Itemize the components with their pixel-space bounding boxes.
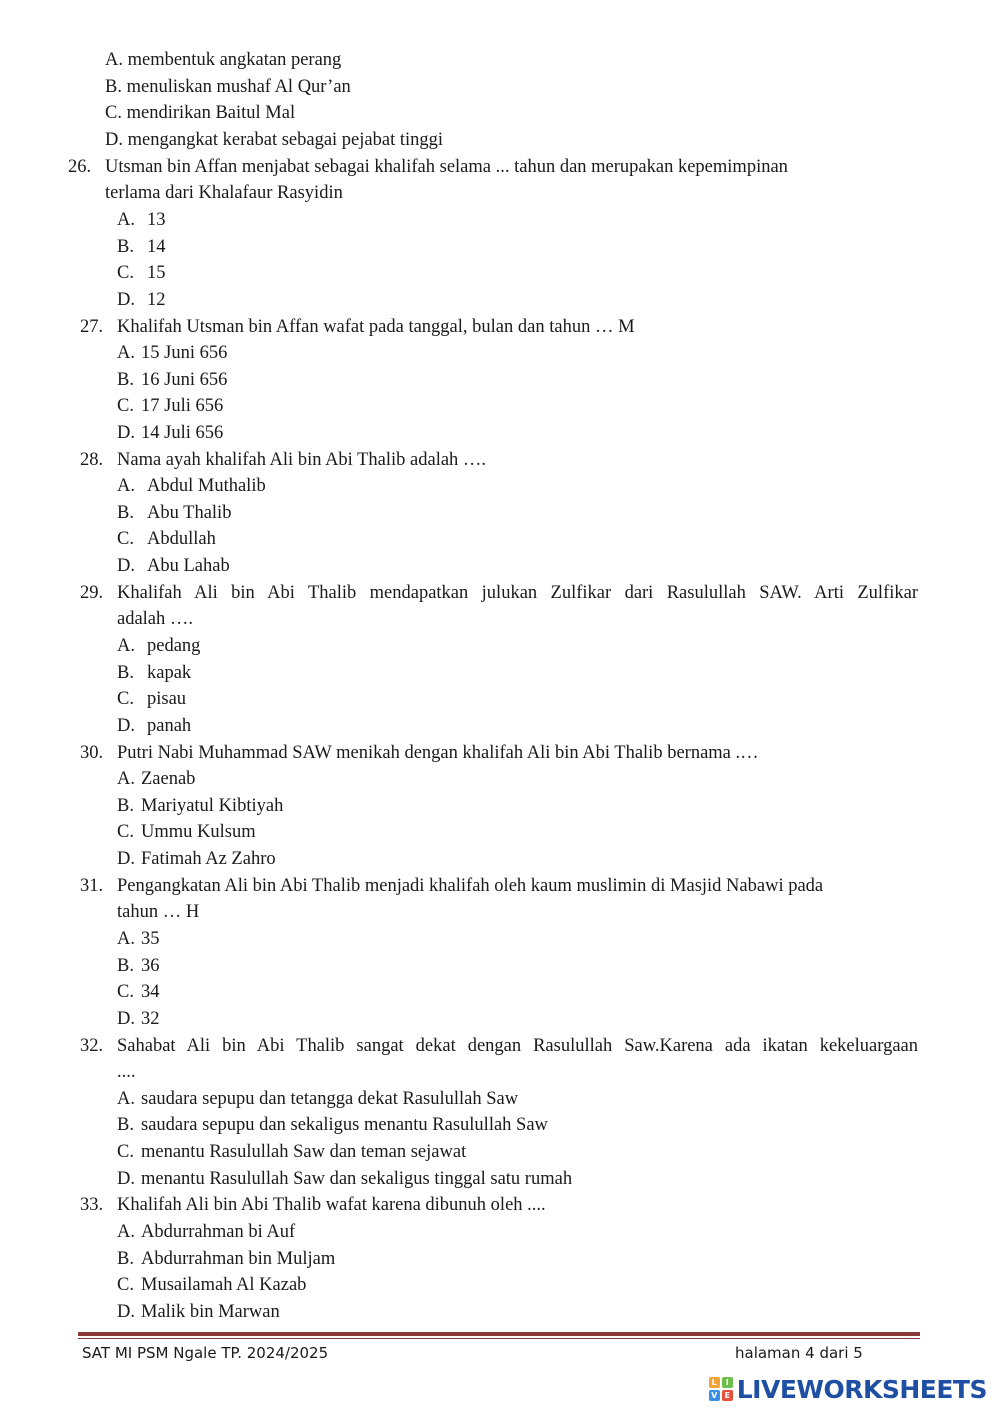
logo-tile-l: L [709, 1377, 720, 1388]
option-text: saudara sepupu dan sekaligus menantu Rasulullah Saw [141, 1115, 548, 1135]
option-text: 34 [141, 982, 160, 1002]
option-text: Abdurrahman bin Muljam [141, 1249, 336, 1269]
question-number: 33. [80, 1195, 104, 1215]
option-text: 35 [141, 929, 160, 949]
option-label: D. [117, 423, 135, 443]
option-text: 15 [147, 263, 166, 283]
question-number: 27. [80, 317, 104, 337]
option-label: A. [117, 636, 135, 656]
question-text-continued: .... [117, 1062, 136, 1082]
option-label: B. [117, 1249, 134, 1269]
footer-exam-title: SAT MI PSM Ngale TP. 2024/2025 [82, 1344, 329, 1362]
option-text: Abdurrahman bi Auf [141, 1222, 296, 1242]
option-label: A. [117, 210, 135, 230]
option-text: 14 Juli 656 [141, 423, 224, 443]
question-number: 29. [80, 583, 104, 603]
option-label: B. [117, 663, 134, 683]
option-text: Abdullah [147, 529, 216, 549]
option-label: C. [117, 263, 134, 283]
option-text: kapak [147, 663, 192, 683]
question-text: Khalifah Ali bin Abi Thalib mendapatkan julukan Zulfikar dari Rasulullah SAW. Arti Zulfikar [117, 583, 918, 603]
question-number: 32. [80, 1036, 104, 1056]
option-text: pisau [147, 689, 187, 709]
question-number: 28. [80, 450, 104, 470]
option-text: 36 [141, 956, 160, 976]
option-label: C. [117, 1142, 134, 1162]
question-text-continued: adalah …. [117, 609, 194, 629]
option-label: A. [117, 929, 135, 949]
logo-tile-v: V [709, 1390, 720, 1401]
prev-option-b: B. menuliskan mushaf Al Qur’an [105, 77, 351, 97]
option-label: C. [117, 689, 134, 709]
option-label: A. [117, 769, 135, 789]
option-label: B. [117, 796, 134, 816]
option-label: C. [117, 529, 134, 549]
question-number: 26. [68, 157, 92, 177]
option-label: B. [117, 1115, 134, 1135]
prev-option-c: C. mendirikan Baitul Mal [105, 103, 296, 123]
question-text: Utsman bin Affan menjabat sebagai khalifah selama ... tahun dan merupakan kepemimpinan [105, 157, 788, 177]
option-text: Abdul Muthalib [147, 476, 266, 496]
option-label: D. [117, 290, 135, 310]
option-text: Zaenab [141, 769, 196, 789]
option-label: D. [117, 716, 135, 736]
option-text: pedang [147, 636, 201, 656]
footer-divider-thin [78, 1338, 920, 1339]
option-text: 32 [141, 1009, 160, 1029]
option-text: Abu Thalib [147, 503, 232, 523]
question-text: Khalifah Utsman bin Affan wafat pada tanggal, bulan dan tahun … M [117, 317, 635, 337]
footer-page-number: halaman 4 dari 5 [735, 1344, 863, 1362]
option-text: Fatimah Az Zahro [141, 849, 276, 869]
option-label: D. [117, 1009, 135, 1029]
option-text: panah [147, 716, 192, 736]
question-number: 30. [80, 743, 104, 763]
question-text: Putri Nabi Muhammad SAW menikah dengan khalifah Ali bin Abi Thalib bernama .… [117, 743, 759, 763]
option-text: menantu Rasulullah Saw dan sekaligus tinggal satu rumah [141, 1169, 573, 1189]
footer-divider-thick [78, 1332, 920, 1336]
option-label: C. [117, 1275, 134, 1295]
option-label: B. [117, 370, 134, 390]
option-label: D. [117, 1302, 135, 1322]
option-text: 15 Juni 656 [141, 343, 228, 363]
option-label: A. [117, 476, 135, 496]
option-label: C. [117, 822, 134, 842]
option-label: A. [117, 1089, 135, 1109]
option-label: C. [117, 396, 134, 416]
question-text: Nama ayah khalifah Ali bin Abi Thalib adalah …. [117, 450, 487, 470]
option-text: 12 [147, 290, 166, 310]
option-label: C. [117, 982, 134, 1002]
liveworksheets-wordmark: LIVEWORKSHEETS [736, 1374, 987, 1404]
option-text: 16 Juni 656 [141, 370, 228, 390]
question-number: 31. [80, 876, 104, 896]
option-label: B. [117, 503, 134, 523]
option-text: saudara sepupu dan tetangga dekat Rasulullah Saw [141, 1089, 519, 1109]
option-text: 14 [147, 237, 166, 257]
prev-option-d: D. mengangkat kerabat sebagai pejabat tinggi [105, 130, 444, 150]
option-text: Mariyatul Kibtiyah [141, 796, 284, 816]
prev-option-a: A. membentuk angkatan perang [105, 50, 342, 70]
option-label: D. [117, 556, 135, 576]
option-label: B. [117, 237, 134, 257]
question-text: Sahabat Ali bin Abi Thalib sangat dekat dengan Rasulullah Saw.Karena ada ikatan kekeluargaan [117, 1036, 918, 1056]
option-text: Abu Lahab [147, 556, 230, 576]
option-text: Ummu Kulsum [141, 822, 256, 842]
option-label: D. [117, 1169, 135, 1189]
option-label: B. [117, 956, 134, 976]
option-text: Musailamah Al Kazab [141, 1275, 307, 1295]
logo-tile-e: E [722, 1390, 733, 1401]
logo-tile-i: I [722, 1377, 733, 1388]
option-label: A. [117, 1222, 135, 1242]
liveworksheets-logo-icon [709, 1377, 733, 1401]
option-label: D. [117, 849, 135, 869]
option-text: menantu Rasulullah Saw dan teman sejawat [141, 1142, 467, 1162]
option-text: 13 [147, 210, 166, 230]
option-label: A. [117, 343, 135, 363]
question-text-continued: tahun … H [117, 902, 200, 922]
question-text: Pengangkatan Ali bin Abi Thalib menjadi khalifah oleh kaum muslimin di Masjid Nabawi pada [117, 876, 824, 896]
question-text-continued: terlama dari Khalafaur Rasyidin [105, 183, 343, 203]
question-text: Khalifah Ali bin Abi Thalib wafat karena dibunuh oleh .... [117, 1195, 546, 1215]
option-text: 17 Juli 656 [141, 396, 224, 416]
option-text: Malik bin Marwan [141, 1302, 280, 1322]
liveworksheets-watermark [709, 1374, 987, 1404]
